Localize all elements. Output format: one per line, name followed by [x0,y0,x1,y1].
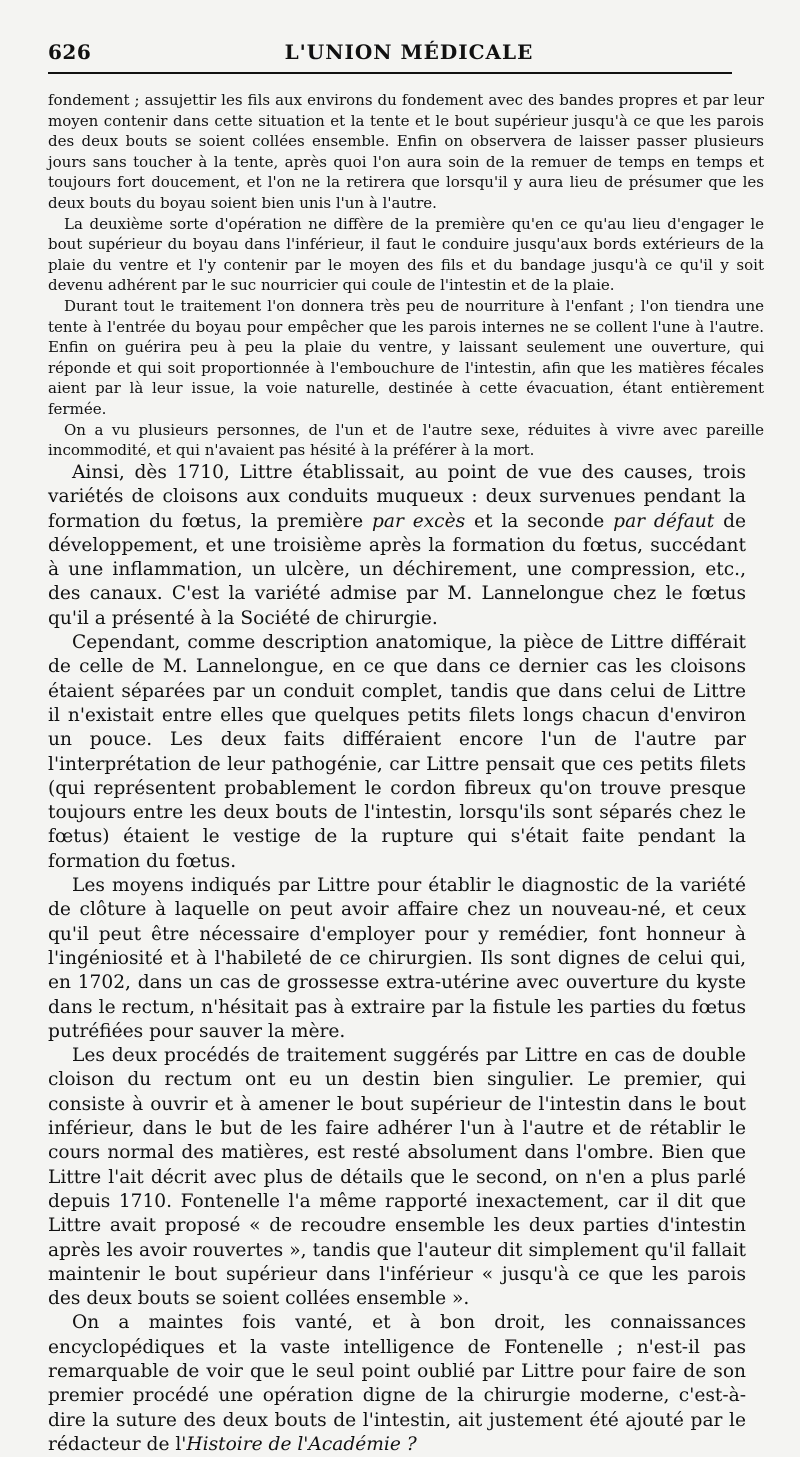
quote-paragraph: fondement ; assujettir les fils aux environs du fondement avec des bandes propres et par leur moyen contenir dans cette situation et la tente et le bout supérieur jusqu'à ce que les parois des deux bouts se soient collées ensemble. Enfin on observera de laisser passer plusieurs jours sans toucher à la tente, après quoi l'on aura soin de la remuer de temps en temps et toujours fort doucement, et l'on ne la retirera que lorsqu'il y aura lieu de présumer que les deux bouts du boyau soient bien unis l'un à l'autre. [48,91,764,212]
text-run: de développement, et une troisième après la formation du fœtus, succédant à une inflammation, un ulcère, un déchirement, une compression, etc., des canaux. C'est la variété admise par M. Lannelongue chez le fœtus qu'il a présenté à la Société de chirurgie. [48,510,747,629]
text-run: On a maintes fois vanté, et à bon droit, les connaissances encyclopédiques et la vaste intelligence de Fontenelle ; n'est-il pas remarquable de voir que le seul point oublié par Littre pour faire de son premier procédé une opération digne de la chirurgie moderne, c'est-à-dire la suture des deux bouts de l'intestin, ait justement été ajouté par le rédacteur de l' [48,1312,746,1455]
quote-paragraph: Durant tout le traitement l'on donnera très peu de nourriture à l'enfant ; l'on tiendra une tente à l'entrée du boyau pour empêcher que les parois internes ne se collent l'une à l'autre. Enfin on guérira peu à peu la plaie du ventre, y laissant seulement une ouverture, qui réponde et qui soit proportionnée à l'embouchure de l'intestin, afin que les matières fécales aient par là leur issue, la voie naturelle, destinée à cette évacuation, étant entièrement fermée. [48,296,764,418]
body-paragraph: Les deux procédés de traitement suggérés par Littre en cas de double cloison du rectum ont eu un destin bien singulier. Le premier, qui consiste à ouvrir et à amener le bout supérieur de l'intestin dans le bout inférieur, dans le but de les faire adhérer l'un à l'autre et de rétablir le cours normal des matières, est resté absolument dans l'ombre. Bien que Littre l'ait décrit avec plus de détails que le second, on n'en a plus parlé depuis 1710. Fontenelle l'a même rapporté inexactement, car il dit que Littre avait proposé « de recoudre ensemble les deux parties d'intestin après les avoir rouvertes », tandis que l'auteur dit simplement qu'il fallait maintenir le bout supérieur dans l'inférieur « jusqu'à ce que les parois des deux bouts se soient collées ensemble ». [48,1045,746,1310]
body-paragraph: Cependant, comme description anatomique, la pièce de Littre différait de celle de M. Lannelongue, en ce que dans ce dernier cas les cloisons étaient séparées par un conduit complet, tandis que dans celui de Littre il n'existait entre elles que quelques petits filets longs chacun d'environ un pouce. Les deux faits différaient encore l'un de l'autre par l'interprétation de leur pathogénie, car Littre pensait que ces petits filets (qui représentent probablement le cordon fibreux qu'on trouve presque toujours entre les deux bouts de l'intestin, lorsqu'ils sont séparés chez le fœtus) étaient le vestige de la rupture qui s'était faite pendant la formation du fœtus. [48,632,746,872]
italic-term: par excès [371,510,466,532]
journal-title: L'UNION MÉDICALE [284,40,534,64]
text-run: et la seconde [465,510,614,532]
main-text [48,461,746,1457]
body-paragraph: Les moyens indiqués par Littre pour établir le diagnostic de la variété de clôture à laquelle on peut avoir affaire chez un nouveau-né, et ceux qu'il peut être nécessaire d'employer pour y remédier, font honneur à l'ingéniosité et à l'habileté de ce chirurgien. Ils sont dignes de celui qui, en 1702, dans un cas de grossesse extra-utérine avec ouverture du kyste dans le rectum, n'hésitait pas à extraire par la fistule les parties du fœtus putréfiées pour sauver la mère. [48,875,746,1042]
quoted-passage [48,90,764,461]
quote-paragraph: On a vu plusieurs personnes, de l'un et de l'autre sexe, réduites à vivre avec pareille incommodité, et qui n'avaient pas hésité à la préférer à la mort. [48,420,764,460]
body-paragraph [48,1311,746,1457]
italic-term: par défaut [613,510,715,532]
header-rule [48,72,732,74]
body-paragraph [48,461,746,631]
page-number: 626 [48,40,92,64]
quote-paragraph: La deuxième sorte d'opération ne diffère de la première qu'en ce qu'au lieu d'engager le bout supérieur du boyau dans l'inférieur, il faut le conduire jusqu'aux bords extérieurs de la plaie du ventre et l'y contenir par le moyen des fils et du bandage jusqu'à ce qu'il y soit devenu adhérent par le suc nourricier qui coule de l'intestin et de la plaie. [48,214,764,295]
italic-title: Histoire de l'Académie ? [186,1433,417,1455]
running-head [48,40,730,72]
text-run: Ainsi, dès 1710, Littre établissait, au point de vue des causes, trois variétés de cloisons aux conduits muqueux : deux survenues pendant la formation du fœtus, la première [48,462,746,532]
